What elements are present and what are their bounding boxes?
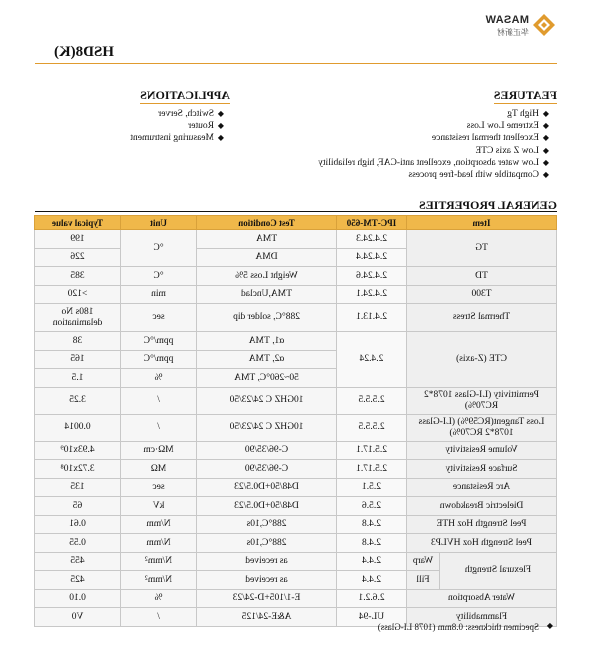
product-model: HSD8(K) <box>54 44 114 60</box>
cell-item: Thermal Stress <box>407 304 557 332</box>
cell-ipc: 2.4.13.1 <box>337 304 407 332</box>
cell-unit: sec <box>121 304 197 332</box>
table-row <box>35 441 557 460</box>
cell-value: 455 <box>35 552 121 571</box>
header-unit: Unit <box>121 216 197 230</box>
applications-list <box>130 108 226 145</box>
cell-item: TD <box>407 267 557 286</box>
cell-value: 38 <box>35 332 121 351</box>
cell-unit: sec <box>121 478 197 497</box>
cell-ipc: 2.5.17.1 <box>337 441 407 460</box>
cell-condition: 288°C,10s <box>197 515 337 534</box>
brand-name: MASAW <box>485 14 529 26</box>
table-row <box>35 589 557 608</box>
application-item: ◆ Router <box>188 121 224 132</box>
feature-item: ◆ Compatible with lead-free process <box>408 170 549 181</box>
cell-condition: E-1/105+D-24/23 <box>197 589 337 608</box>
cell-ipc: 2.5.5.5 <box>337 387 407 414</box>
table-row <box>35 267 557 286</box>
cell-value: 0.55 <box>35 534 121 553</box>
properties-table <box>34 215 557 627</box>
table-row <box>35 497 557 516</box>
cell-value: 425 <box>35 571 121 590</box>
cell-ipc: 2.4.24.4 <box>337 248 407 267</box>
diamond-bullet-icon: ◆ <box>217 109 224 118</box>
flexural-strength-label: Flexural Strength <box>464 565 532 576</box>
cell-condition: as received <box>197 571 337 590</box>
brand-mark-icon <box>531 12 557 38</box>
brand-chinese-name: 华正新材 <box>497 28 529 37</box>
diamond-bullet-icon: ◆ <box>542 170 549 180</box>
cell-unit: N/mm² <box>121 552 197 571</box>
cell-item-flexural <box>407 552 557 589</box>
cell-ipc: 2.4.8 <box>337 515 407 534</box>
cell-unit: °C <box>121 230 197 267</box>
table-row <box>35 478 557 497</box>
cell-ipc: 2.4.8 <box>337 534 407 553</box>
cell-condition: D48/50+D0.5/23 <box>197 478 337 497</box>
header-item: Item <box>407 216 557 230</box>
applications-title: APPLICATIONS <box>140 88 230 102</box>
diamond-bullet-icon: ◆ <box>546 621 553 630</box>
feature-item: ◆ Low Z axis CTE <box>475 145 549 156</box>
cell-value: 4.93x10⁹ <box>35 441 121 460</box>
cell-value: 135 <box>35 478 121 497</box>
cell-item: Flammability <box>407 608 557 627</box>
cell-condition: 50~260°C, TMA <box>197 369 337 388</box>
cell-ipc: 2.5.17.1 <box>337 460 407 479</box>
specimen-note: Specimen thickness: 0.8mm (1078 LI-Glass) <box>377 622 539 632</box>
cell-condition: 288°C, solder dip <box>197 304 337 332</box>
cell-value: 199 <box>35 230 121 249</box>
cell-item: Permittivity (LI-Glass 1078*2 RC70%) <box>407 387 557 414</box>
diamond-bullet-icon: ◆ <box>542 157 549 167</box>
cell-ipc: 2.4.24 <box>337 332 407 388</box>
feature-item: ◆ Extreme Low Loss <box>466 121 549 132</box>
cell-value: 1.5 <box>35 369 121 388</box>
cell-condition: C-96/35/90 <box>197 441 337 460</box>
cell-value: 3.25 <box>35 387 121 414</box>
cell-ipc: 2.4.4 <box>337 571 407 590</box>
table-row <box>35 552 557 571</box>
table-row <box>35 332 557 351</box>
cell-condition: 10GHZ C 24/23/50 <box>197 414 337 441</box>
cell-ipc: UL-94 <box>337 608 407 627</box>
cell-item: Volume Resistivity <box>407 441 557 460</box>
cell-condition: TMA <box>197 230 337 249</box>
cell-unit: / <box>121 608 197 627</box>
flexural-warp-label: Warp <box>407 553 439 572</box>
cell-item: Dielectric Breakdown <box>407 497 557 516</box>
cell-condition: as received <box>197 552 337 571</box>
cell-value: >120 <box>35 285 121 304</box>
cell-value: 0.0014 <box>35 414 121 441</box>
features-list <box>318 108 551 181</box>
diamond-bullet-icon: ◆ <box>542 121 549 131</box>
cell-condition: 10GHZ C 24/23/50 <box>197 387 337 414</box>
feature-item: ◆ Low water absorption, excellent anti-CAF, high reliability <box>318 157 549 168</box>
table-row <box>35 414 557 441</box>
cell-unit: % <box>121 369 197 388</box>
features-title: FEATURES <box>493 88 557 102</box>
cell-unit: N/mm² <box>121 571 197 590</box>
cell-item: Loss Tangent(RC59%) (LI-Glass 1078*2 RC70%) <box>407 414 557 441</box>
diamond-bullet-icon: ◆ <box>217 133 224 143</box>
cell-value: 226 <box>35 248 121 267</box>
cell-value: 65 <box>35 497 121 516</box>
table-row <box>35 534 557 553</box>
cell-unit: min <box>121 285 197 304</box>
application-item: ◆ Measuring instrument <box>130 133 224 144</box>
cell-item: Water Absorption <box>407 589 557 608</box>
table-row <box>35 515 557 534</box>
cell-item: Surface Resistivity <box>407 460 557 479</box>
cell-ipc: 2.4.24.3 <box>337 230 407 249</box>
cell-value: 180s No delamination <box>35 304 121 332</box>
cell-condition: DMA <box>197 248 337 267</box>
brand-logo <box>467 12 557 40</box>
diamond-bullet-icon: ◆ <box>542 109 549 118</box>
header-divider <box>35 63 557 64</box>
cell-condition: Weight Loss 5% <box>197 267 337 286</box>
cell-item: Arc Resistance <box>407 478 557 497</box>
cell-item: CTE (Z-axis) <box>407 332 557 388</box>
cell-condition: α1, TMA <box>197 332 337 351</box>
cell-unit: % <box>121 589 197 608</box>
table-row <box>35 460 557 479</box>
cell-ipc: 2.4.4 <box>337 552 407 571</box>
cell-unit: / <box>121 387 197 414</box>
cell-unit: N/mm <box>121 534 197 553</box>
cell-value: 3.72x10⁸ <box>35 460 121 479</box>
table-row <box>35 285 557 304</box>
general-properties-title: GENERAL PROPERTIES <box>419 198 557 212</box>
table-row <box>35 230 557 249</box>
cell-condition: C-96/35/90 <box>197 460 337 479</box>
cell-ipc: 2.4.24.6 <box>337 267 407 286</box>
general-properties-rule <box>35 211 557 212</box>
table-row <box>35 304 557 332</box>
cell-ipc: 2.5.6 <box>337 497 407 516</box>
cell-unit: / <box>121 414 197 441</box>
cell-item: TG <box>407 230 557 267</box>
header-ipc: IPC-TM-650 <box>337 216 407 230</box>
table-row <box>35 387 557 414</box>
cell-condition: 288°C,10s <box>197 534 337 553</box>
table-header-row <box>35 216 557 230</box>
cell-condition: A&E-24/125 <box>197 608 337 627</box>
cell-unit: °C <box>121 267 197 286</box>
cell-value: 0.61 <box>35 515 121 534</box>
cell-unit: ppm/°C <box>121 332 197 351</box>
cell-unit: N/mm <box>121 515 197 534</box>
cell-ipc: 2.5.1 <box>337 478 407 497</box>
cell-item: T300 <box>407 285 557 304</box>
cell-value: 0.10 <box>35 589 121 608</box>
feature-item: ◆ High Tg <box>507 109 549 119</box>
feature-item: ◆ Excellent thermal resistance <box>431 133 549 144</box>
application-item: ◆ Switch, Server <box>158 109 224 119</box>
cell-condition: α2, TMA <box>197 350 337 369</box>
cell-value: V0 <box>35 608 121 627</box>
cell-item: Peel Strength Hoz HTE <box>407 515 557 534</box>
diamond-bullet-icon: ◆ <box>542 145 549 155</box>
cell-ipc: 2.4.24.1 <box>337 285 407 304</box>
cell-ipc: 2.5.5.5 <box>337 414 407 441</box>
header-condition: Test Condition <box>197 216 337 230</box>
cell-condition: TMA,Unclad <box>197 285 337 304</box>
cell-item: Peel Strength Hoz HVLP3 <box>407 534 557 553</box>
diamond-bullet-icon: ◆ <box>217 121 224 131</box>
cell-ipc: 2.6.2.1 <box>337 589 407 608</box>
cell-unit: MΩ <box>121 460 197 479</box>
cell-value: 165 <box>35 350 121 369</box>
cell-unit: MΩ·cm <box>121 441 197 460</box>
cell-unit: kV <box>121 497 197 516</box>
cell-condition: D48/50+D0.5/23 <box>197 497 337 516</box>
flexural-fill-label: Fill <box>416 574 430 585</box>
cell-unit: ppm/°C <box>121 350 197 369</box>
header-typical-value: Typical value <box>35 216 121 230</box>
diamond-bullet-icon: ◆ <box>542 133 549 143</box>
cell-value: 385 <box>35 267 121 286</box>
